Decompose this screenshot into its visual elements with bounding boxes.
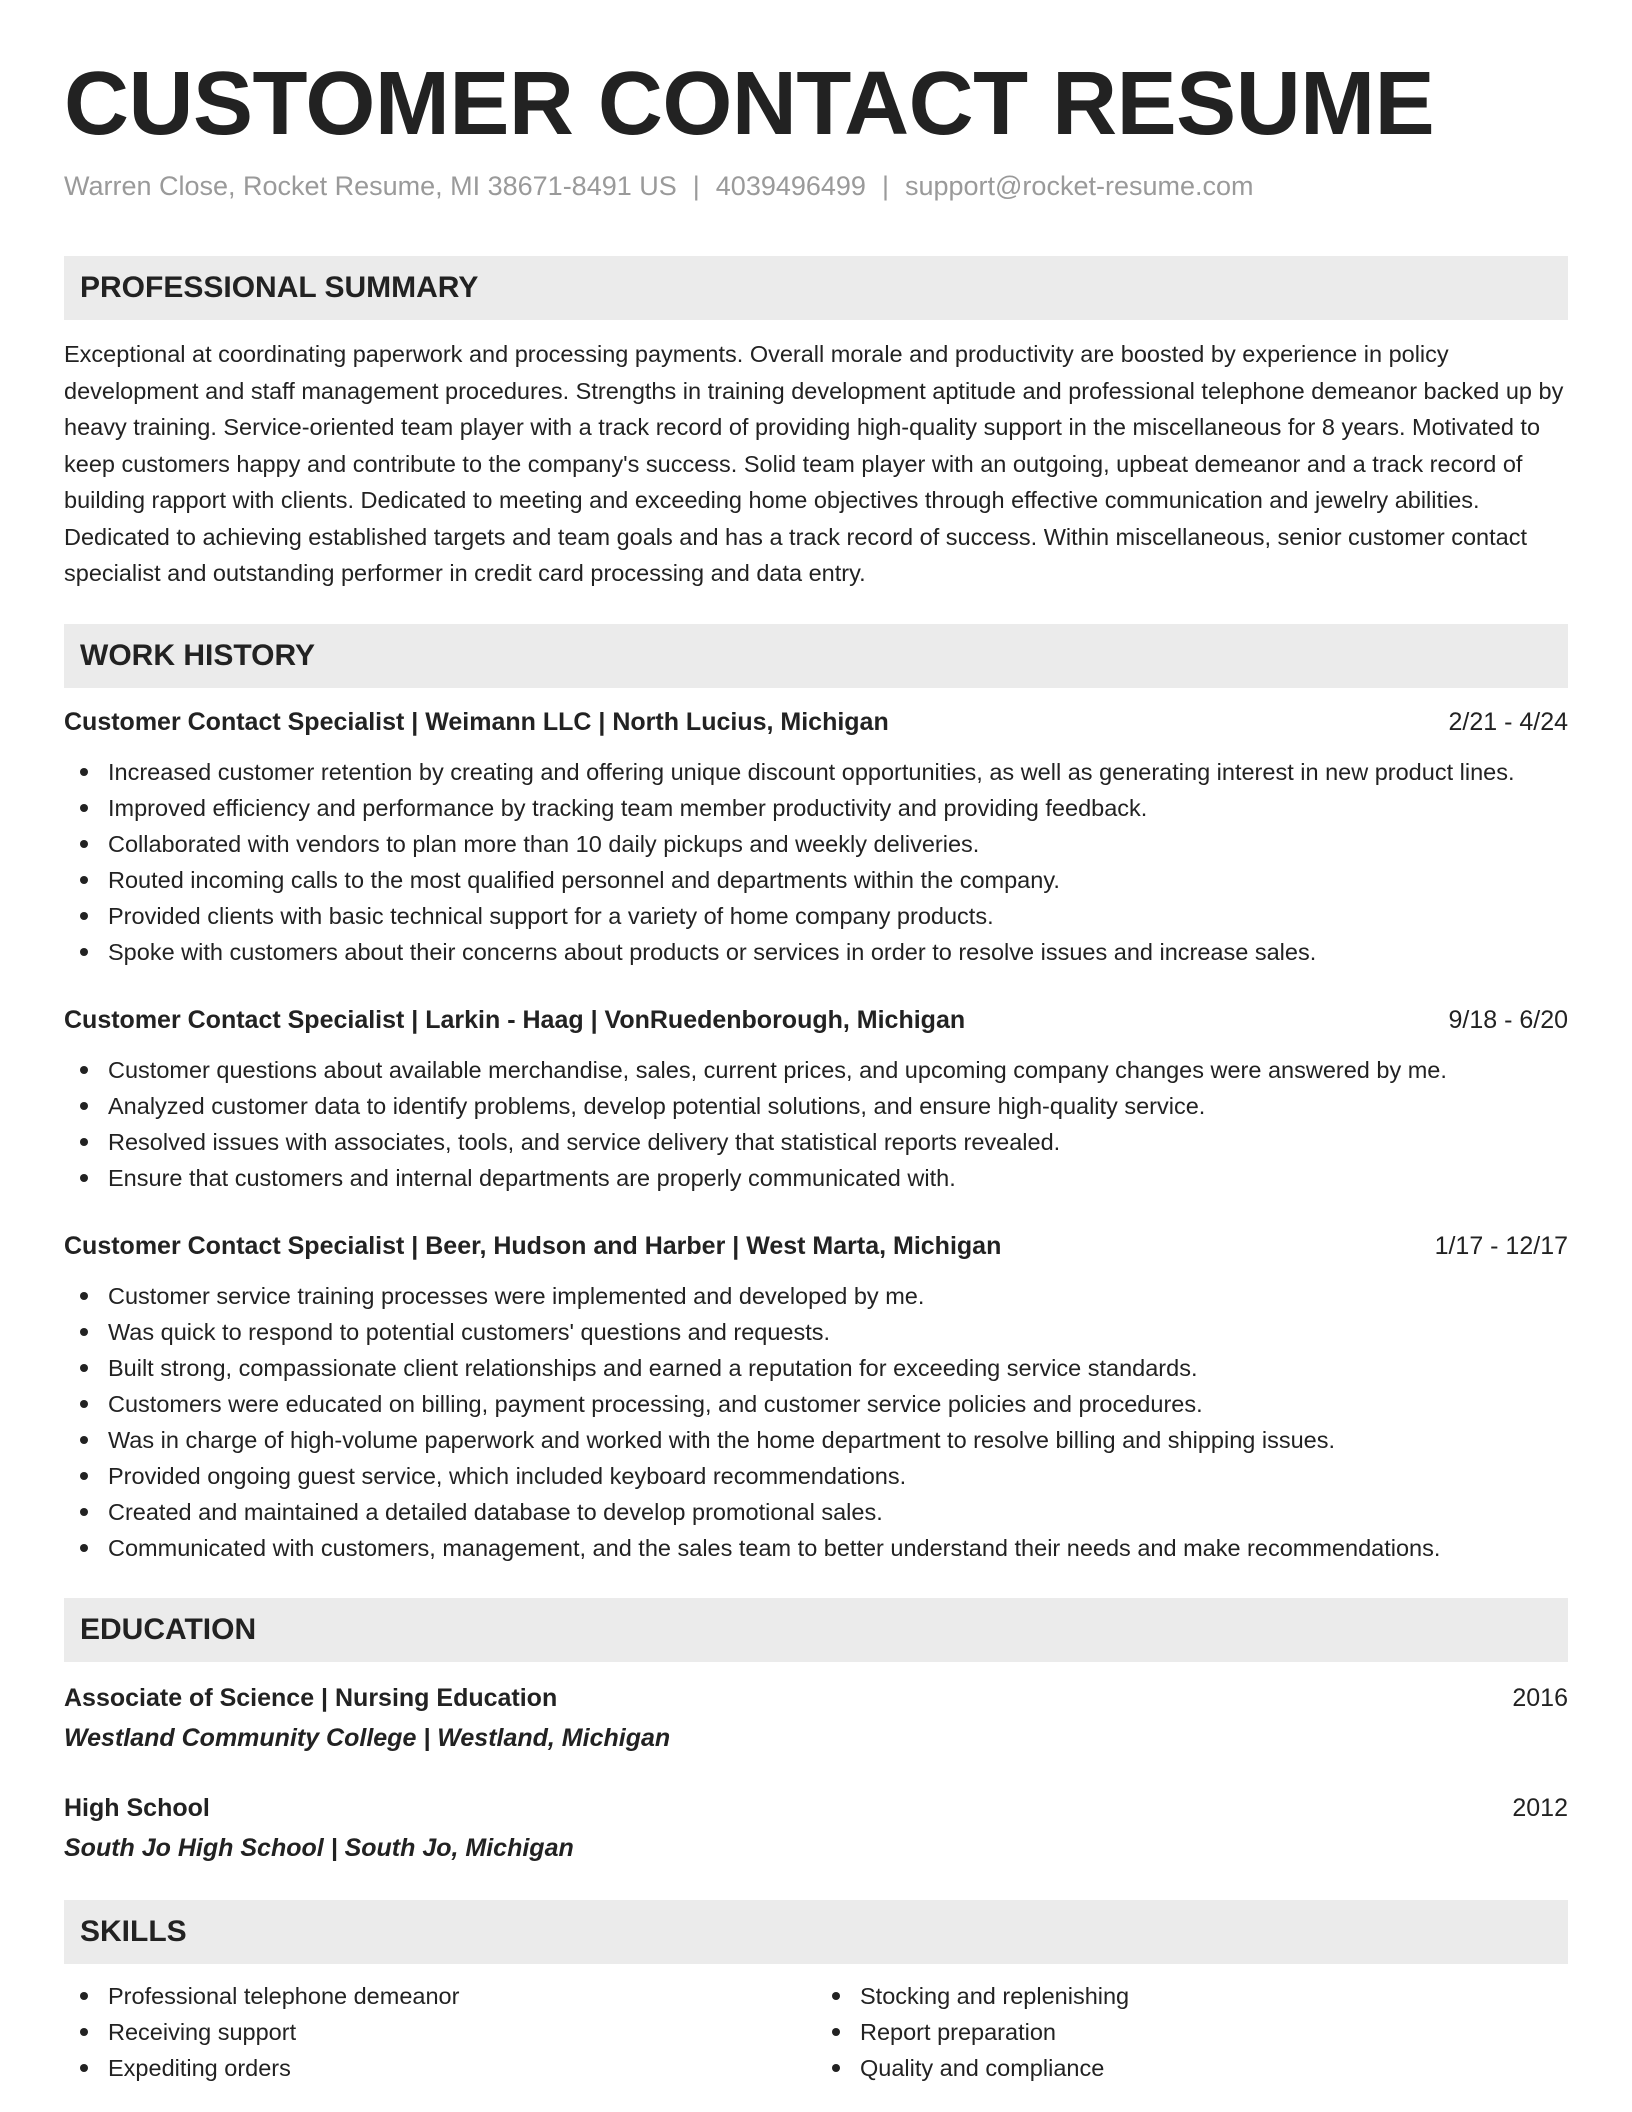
job-bullet: Customers were educated on billing, payment processing, and customer service policies and procedures. [64, 1386, 1568, 1422]
resume-title: CUSTOMER CONTACT RESUME [64, 54, 1435, 154]
education-school: Westland Community College | Westland, Michigan [64, 1723, 671, 1752]
work-history-heading: WORK HISTORY [64, 624, 1568, 688]
summary-heading: PROFESSIONAL SUMMARY [64, 256, 1568, 320]
job-header [64, 704, 1568, 740]
skill-item: Expediting orders [64, 2050, 816, 2086]
job-header [64, 1228, 1568, 1264]
education-entry [64, 1678, 1568, 1758]
job-entry [64, 704, 1568, 970]
contact-address: Warren Close, Rocket Resume, MI 38671-8491 US [64, 171, 677, 201]
job-dates: 9/18 - 6/20 [1448, 1005, 1568, 1034]
skill-item: Report preparation [816, 2014, 1568, 2050]
job-bullet: Was quick to respond to potential customers' questions and requests. [64, 1314, 1568, 1350]
job-bullet: Ensure that customers and internal departments are properly communicated with. [64, 1160, 1568, 1196]
skills-list [816, 1978, 1568, 2086]
skill-item: Receiving support [64, 2014, 816, 2050]
job-bullet: Spoke with customers about their concerns about products or services in order to resolve issues and increase sales. [64, 934, 1568, 970]
education-heading: EDUCATION [64, 1598, 1568, 1662]
contact-separator: | [692, 171, 700, 201]
job-bullet: Created and maintained a detailed database to develop promotional sales. [64, 1494, 1568, 1530]
summary-text: Exceptional at coordinating paperwork and processing payments. Overall morale and productivity are boosted by experience in policy development and staff management procedures. Strengths in training development aptitude and professional telephone demeanor backed up by heavy training. Service-oriented team player with a track record of providing high-quality support in the miscellaneous for 8 years. Motivated to keep customers happy and contribute to the company's success. Solid team player with an outgoing, upbeat demeanor and a track record of building rapport with clients. Dedicated to meeting and exceeding home objectives through effective communication and jewelry abilities. Dedicated to achieving established targets and team goals and has a track record of success. Within miscellaneous, senior customer contact specialist and outstanding performer in credit card processing and data entry. [64, 341, 1564, 586]
job-bullet: Customer service training processes were implemented and developed by me. [64, 1278, 1568, 1314]
skills-heading: SKILLS [64, 1900, 1568, 1964]
job-title: Customer Contact Specialist | Beer, Hudson and Harber | West Marta, Michigan [64, 1231, 1002, 1260]
education-header [64, 1788, 1568, 1828]
job-entry [64, 1228, 1568, 1566]
job-bullet: Increased customer retention by creating and offering unique discount opportunities, as well as generating interest in new product lines. [64, 754, 1568, 790]
skill-item: Professional telephone demeanor [64, 1978, 816, 2014]
education-year: 2016 [1512, 1683, 1568, 1712]
job-bullet: Improved efficiency and performance by tracking team member productivity and providing feedback. [64, 790, 1568, 826]
job-dates: 1/17 - 12/17 [1434, 1231, 1568, 1260]
education-year: 2012 [1512, 1793, 1568, 1822]
job-bullet: Collaborated with vendors to plan more than 10 daily pickups and weekly deliveries. [64, 826, 1568, 862]
job-dates: 2/21 - 4/24 [1448, 707, 1568, 736]
job-bullet: Built strong, compassionate client relationships and earned a reputation for exceeding service standards. [64, 1350, 1568, 1386]
education-entry [64, 1788, 1568, 1868]
education-header [64, 1678, 1568, 1718]
job-bullets [64, 1052, 1568, 1196]
job-bullets [64, 1278, 1568, 1566]
job-bullet: Routed incoming calls to the most qualified personnel and departments within the company. [64, 862, 1568, 898]
contact-line [64, 168, 1568, 204]
job-bullets [64, 754, 1568, 970]
job-bullet: Communicated with customers, management, and the sales team to better understand their needs and make recommendations. [64, 1530, 1568, 1566]
skills-column-right [816, 1978, 1568, 2086]
job-entry [64, 1002, 1568, 1196]
skill-item: Quality and compliance [816, 2050, 1568, 2086]
job-bullet: Customer questions about available merchandise, sales, current prices, and upcoming company changes were answered by me. [64, 1052, 1568, 1088]
education-school: South Jo High School | South Jo, Michigan [64, 1833, 574, 1862]
job-bullet: Was in charge of high-volume paperwork and worked with the home department to resolve billing and shipping issues. [64, 1422, 1568, 1458]
job-bullet: Provided ongoing guest service, which included keyboard recommendations. [64, 1458, 1568, 1494]
job-bullet: Resolved issues with associates, tools, and service delivery that statistical reports revealed. [64, 1124, 1568, 1160]
contact-separator: | [881, 171, 889, 201]
job-bullet: Provided clients with basic technical support for a variety of home company products. [64, 898, 1568, 934]
education-degree: High School [64, 1793, 210, 1822]
job-header [64, 1002, 1568, 1038]
skill-item: Stocking and replenishing [816, 1978, 1568, 2014]
contact-phone: 4039496499 [715, 171, 866, 201]
skills-column-left [64, 1978, 816, 2086]
job-bullet: Analyzed customer data to identify problems, develop potential solutions, and ensure high-quality service. [64, 1088, 1568, 1124]
job-title: Customer Contact Specialist | Weimann LLC | North Lucius, Michigan [64, 707, 889, 736]
skills-list [64, 1978, 816, 2086]
skills-grid [64, 1978, 1568, 2086]
job-title: Customer Contact Specialist | Larkin - Haag | VonRuedenborough, Michigan [64, 1005, 966, 1034]
contact-email: support@rocket-resume.com [904, 171, 1254, 201]
education-degree: Associate of Science | Nursing Education [64, 1683, 558, 1712]
